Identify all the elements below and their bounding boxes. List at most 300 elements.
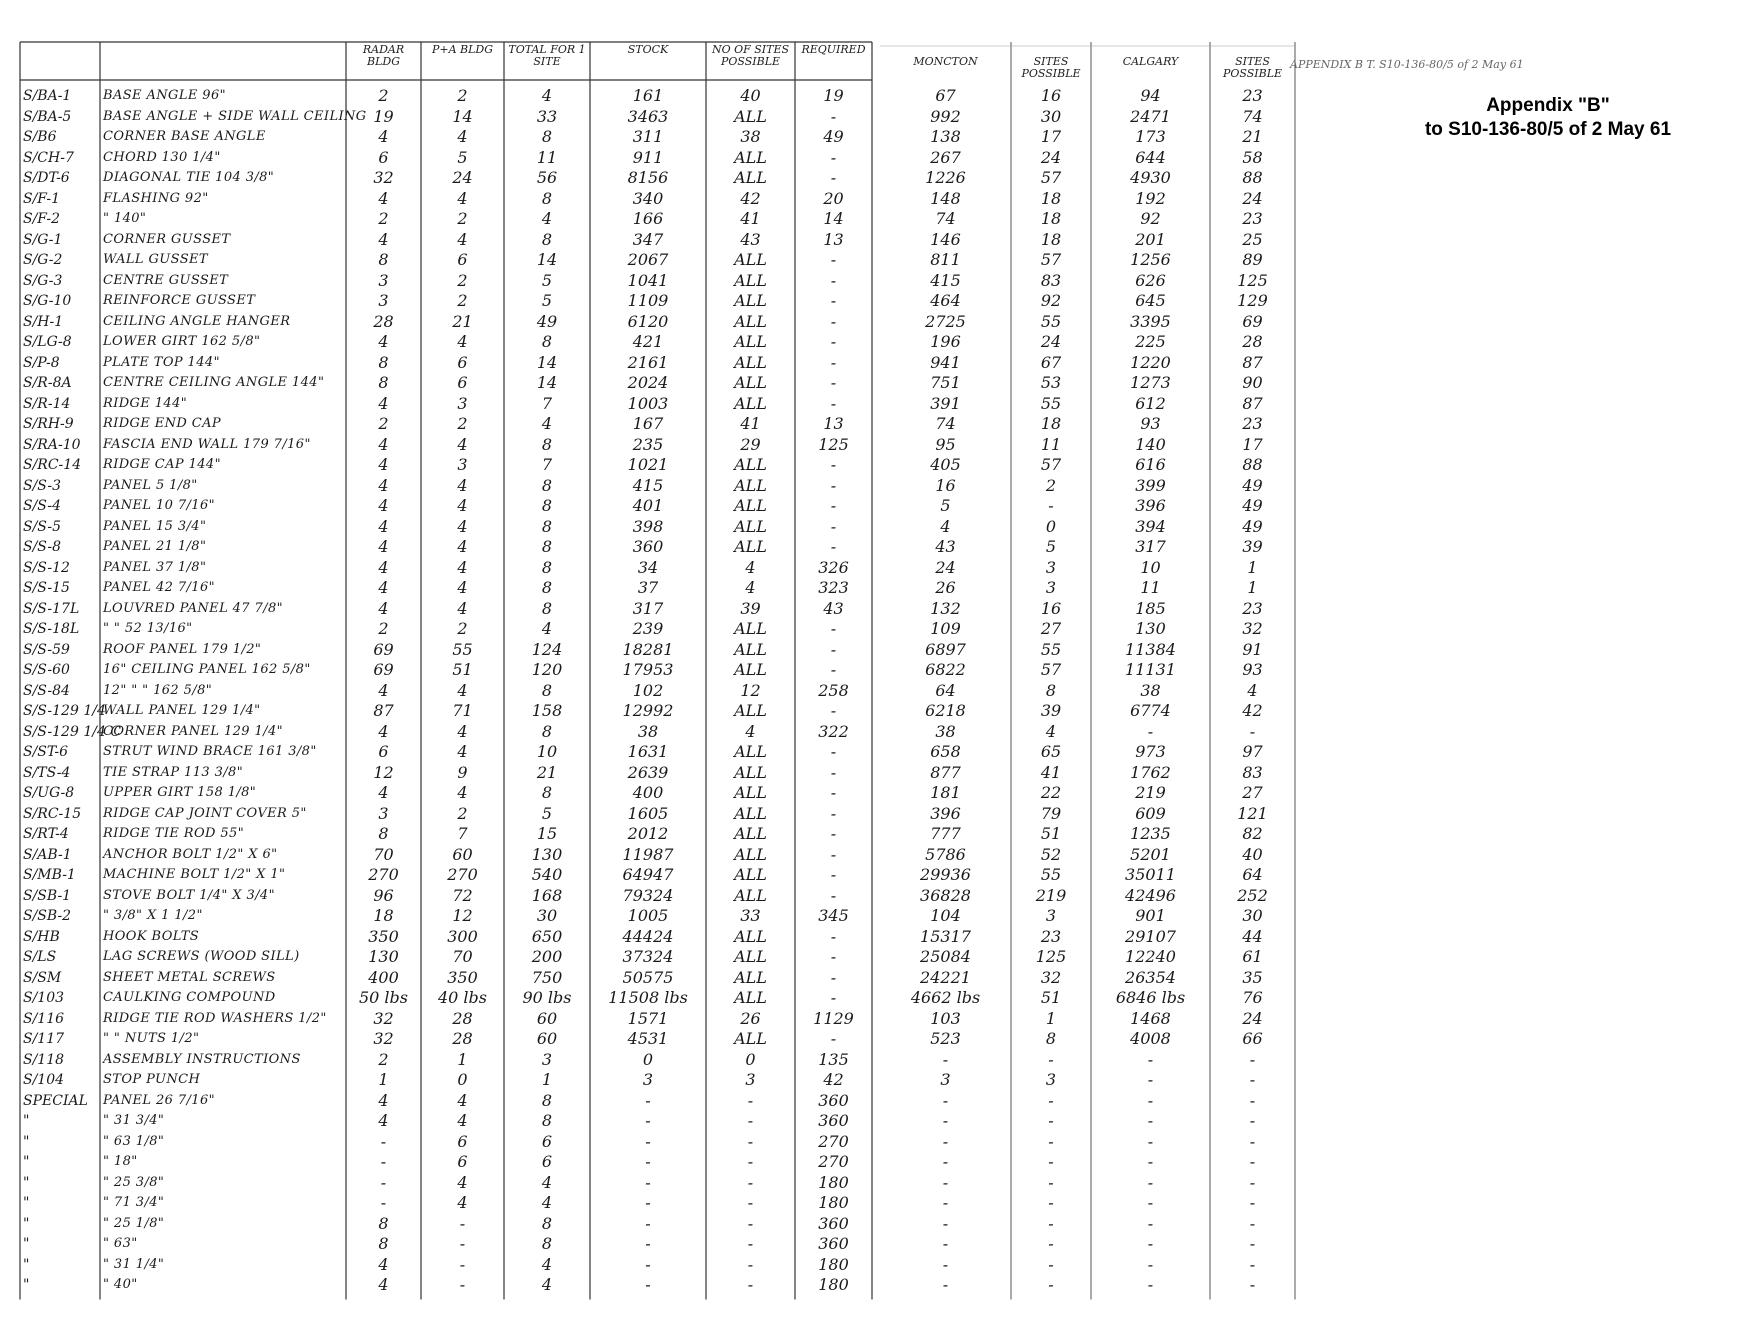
part-number-cell: S/BA-1 bbox=[23, 88, 72, 104]
value-cell: ALL bbox=[734, 865, 767, 884]
value-cell: 8 bbox=[541, 127, 553, 146]
description-cell: STRUT WIND BRACE 161 3/8" bbox=[103, 744, 317, 759]
right-value-cell: 17 bbox=[1242, 434, 1263, 454]
description-cell: ROOF PANEL 179 1/2" bbox=[103, 641, 262, 657]
right-value-cell: - bbox=[1048, 496, 1054, 515]
right-value-cell: 6897 bbox=[925, 639, 966, 659]
value-cell: 158 bbox=[531, 701, 563, 720]
value-cell: 1129 bbox=[813, 1008, 854, 1028]
right-value-cell: 30 bbox=[1242, 906, 1263, 925]
description-cell: RIDGE TIE ROD WASHERS 1/2" bbox=[103, 1010, 327, 1026]
value-cell: 4 bbox=[457, 721, 468, 741]
value-cell: 120 bbox=[531, 660, 563, 679]
right-value-cell: 267 bbox=[930, 147, 961, 167]
value-cell: 130 bbox=[368, 947, 399, 966]
value-cell: 4531 bbox=[627, 1029, 669, 1048]
value-cell: 8 bbox=[541, 557, 553, 577]
right-column-header: CALGARY bbox=[1122, 55, 1179, 68]
part-number-cell: S/CH-7 bbox=[23, 149, 74, 166]
right-value-cell: 5 bbox=[1045, 537, 1057, 556]
value-cell: - bbox=[830, 291, 837, 310]
value-cell: 14 bbox=[452, 106, 473, 126]
right-value-cell: 4008 bbox=[1130, 1029, 1171, 1048]
value-cell: 4 bbox=[378, 1254, 389, 1274]
right-value-cell: 88 bbox=[1242, 168, 1263, 187]
part-number-cell: S/117 bbox=[23, 1031, 65, 1047]
value-cell: 72 bbox=[452, 885, 473, 905]
value-cell: 8 bbox=[378, 1234, 389, 1253]
value-cell: 79324 bbox=[622, 885, 674, 905]
value-cell: 41 bbox=[740, 414, 761, 433]
value-cell: - bbox=[830, 311, 837, 331]
right-value-cell: 317 bbox=[1135, 537, 1166, 556]
right-value-cell: 415 bbox=[930, 270, 961, 290]
value-cell: 32 bbox=[373, 1029, 394, 1048]
value-cell: 4 bbox=[378, 1275, 389, 1294]
right-value-cell: 24 bbox=[1040, 332, 1062, 351]
value-cell: 421 bbox=[632, 332, 664, 351]
value-cell: ALL bbox=[734, 250, 767, 269]
value-cell: 2639 bbox=[627, 762, 669, 782]
value-cell: 270 bbox=[447, 865, 478, 884]
right-value-cell: 66 bbox=[1242, 1029, 1263, 1048]
value-cell: 38 bbox=[637, 721, 659, 741]
value-cell: - bbox=[747, 1254, 754, 1274]
right-value-cell: 201 bbox=[1135, 229, 1166, 249]
value-cell: 10 bbox=[536, 742, 558, 761]
value-cell: 8156 bbox=[627, 168, 669, 187]
right-value-cell: - bbox=[1048, 1090, 1054, 1110]
right-value-cell: 399 bbox=[1135, 475, 1166, 495]
left-column-header: STOCK bbox=[627, 43, 669, 56]
right-value-cell: 612 bbox=[1135, 393, 1166, 413]
right-value-cell: 626 bbox=[1135, 270, 1166, 290]
part-number-cell: S/ST-6 bbox=[23, 744, 69, 760]
right-value-cell: 1226 bbox=[925, 168, 966, 187]
value-cell: 345 bbox=[818, 906, 849, 925]
value-cell: 166 bbox=[632, 209, 664, 228]
right-value-cell: - bbox=[1147, 1193, 1154, 1212]
right-value-cell: 941 bbox=[930, 352, 961, 372]
value-cell: 3 bbox=[541, 1049, 553, 1069]
description-cell: WALL GUSSET bbox=[103, 252, 208, 267]
value-cell: 6120 bbox=[627, 311, 669, 331]
right-value-cell: 23 bbox=[1242, 414, 1263, 433]
right-value-cell: 391 bbox=[930, 393, 961, 413]
value-cell: ALL bbox=[734, 455, 767, 474]
description-cell: LOWER GIRT 162 5/8" bbox=[103, 334, 261, 349]
right-value-cell: 6822 bbox=[925, 660, 966, 679]
value-cell: 7 bbox=[457, 824, 468, 843]
part-number-cell: " bbox=[23, 1277, 30, 1293]
right-value-cell: 57 bbox=[1040, 455, 1062, 474]
description-cell: BASE ANGLE 96" bbox=[103, 88, 226, 103]
value-cell: 4 bbox=[378, 455, 389, 474]
right-value-cell: 138 bbox=[930, 127, 961, 146]
right-value-cell: 74 bbox=[935, 414, 956, 433]
value-cell: 3463 bbox=[627, 106, 669, 126]
right-value-cell: 25084 bbox=[920, 947, 971, 966]
value-cell: 6 bbox=[457, 1152, 468, 1171]
right-value-cell: 67 bbox=[1040, 352, 1062, 372]
right-value-cell: - bbox=[1249, 721, 1256, 741]
right-value-cell: 173 bbox=[1135, 127, 1166, 146]
right-value-cell: 26354 bbox=[1125, 967, 1176, 987]
value-cell: - bbox=[830, 967, 837, 987]
right-value-cell: 55 bbox=[1040, 865, 1062, 884]
right-value-cell: 18 bbox=[1040, 414, 1062, 433]
value-cell: 42 bbox=[823, 1070, 844, 1089]
value-cell: 4 bbox=[378, 783, 389, 802]
description-cell: PANEL 37 1/8" bbox=[103, 559, 207, 575]
value-cell: - bbox=[645, 1213, 651, 1233]
right-value-cell: 95 bbox=[935, 434, 956, 454]
value-cell: 4 bbox=[378, 229, 389, 249]
value-cell: ALL bbox=[734, 1029, 767, 1048]
right-value-cell: 3 bbox=[1045, 906, 1057, 925]
value-cell: 39 bbox=[740, 598, 761, 618]
right-value-cell: 4 bbox=[940, 516, 951, 536]
value-cell: 29 bbox=[740, 434, 761, 454]
part-number-cell: S/BA-5 bbox=[23, 108, 72, 125]
value-cell: 360 bbox=[632, 537, 664, 556]
value-cell: 6 bbox=[541, 1152, 553, 1171]
value-cell: 239 bbox=[632, 619, 664, 638]
part-number-cell: S/R-14 bbox=[23, 395, 71, 412]
description-cell: " 31 1/4" bbox=[103, 1256, 165, 1272]
right-value-cell: 39 bbox=[1242, 537, 1263, 556]
value-cell: 3 bbox=[378, 803, 389, 823]
right-value-cell: 39 bbox=[1040, 701, 1062, 720]
value-cell: 360 bbox=[818, 1234, 849, 1253]
value-cell: 4 bbox=[457, 557, 468, 577]
value-cell: 2 bbox=[457, 414, 468, 433]
right-value-cell: 811 bbox=[930, 250, 961, 269]
value-cell: 2067 bbox=[627, 250, 669, 269]
value-cell: 69 bbox=[373, 639, 394, 659]
value-cell: 5 bbox=[541, 270, 553, 290]
right-value-cell: 92 bbox=[1040, 291, 1062, 310]
part-number-cell: " bbox=[23, 1215, 30, 1232]
value-cell: 18 bbox=[373, 906, 394, 925]
part-number-cell: S/S-8 bbox=[23, 539, 62, 555]
value-cell: 14 bbox=[536, 373, 558, 392]
part-number-cell: S/F-2 bbox=[23, 211, 61, 227]
value-cell: 6 bbox=[457, 352, 468, 372]
value-cell: 21 bbox=[536, 762, 558, 782]
value-cell: 4 bbox=[378, 496, 389, 515]
value-cell: 8 bbox=[541, 188, 553, 208]
description-cell: " 25 3/8" bbox=[103, 1174, 165, 1190]
value-cell: 2 bbox=[457, 86, 468, 105]
right-value-cell: 69 bbox=[1242, 311, 1263, 331]
right-value-cell: - bbox=[1249, 1234, 1256, 1253]
right-value-cell: 55 bbox=[1040, 311, 1062, 331]
right-value-cell: 644 bbox=[1135, 147, 1166, 167]
right-value-cell: 23 bbox=[1040, 926, 1062, 946]
value-cell: 33 bbox=[740, 906, 761, 925]
value-cell: 4 bbox=[541, 414, 553, 433]
value-cell: 90 lbs bbox=[522, 988, 572, 1007]
value-cell: ALL bbox=[734, 311, 767, 331]
value-cell: - bbox=[830, 332, 837, 351]
right-value-cell: - bbox=[942, 1193, 949, 1212]
left-column-header: NO OF SITES POSSIBLE bbox=[711, 43, 790, 68]
right-value-cell: - bbox=[1147, 1131, 1154, 1151]
value-cell: 8 bbox=[541, 1111, 553, 1130]
right-value-cell: - bbox=[1147, 1049, 1154, 1069]
value-cell: - bbox=[645, 1234, 651, 1253]
value-cell: - bbox=[645, 1111, 651, 1130]
description-cell: " 63" bbox=[103, 1236, 138, 1251]
part-number-cell: S/103 bbox=[23, 990, 65, 1006]
value-cell: 401 bbox=[632, 496, 664, 515]
part-number-cell: S/R-8A bbox=[23, 375, 72, 391]
value-cell: - bbox=[830, 537, 837, 556]
right-value-cell: 405 bbox=[930, 455, 961, 474]
description-cell: STOVE BOLT 1/4" X 3/4" bbox=[103, 887, 275, 903]
value-cell: 14 bbox=[536, 250, 558, 269]
value-cell: 0 bbox=[642, 1049, 654, 1069]
value-cell: ALL bbox=[734, 393, 767, 413]
part-number-cell: S/S-3 bbox=[23, 477, 62, 494]
part-number-cell: S/HB bbox=[23, 928, 60, 945]
value-cell: - bbox=[830, 742, 837, 761]
value-cell: 40 bbox=[740, 86, 761, 105]
right-value-cell: 1273 bbox=[1130, 373, 1171, 392]
part-number-cell: S/G-1 bbox=[23, 231, 63, 248]
right-value-cell: 11 bbox=[1040, 434, 1062, 454]
value-cell: 270 bbox=[818, 1131, 849, 1151]
value-cell: 11508 lbs bbox=[608, 988, 688, 1007]
value-cell: ALL bbox=[734, 332, 767, 351]
description-cell: LAG SCREWS (WOOD SILL) bbox=[103, 949, 300, 964]
part-number-cell: S/H-1 bbox=[23, 313, 64, 330]
value-cell: - bbox=[830, 639, 837, 659]
right-value-cell: 32 bbox=[1242, 619, 1263, 638]
right-value-cell: 11131 bbox=[1125, 660, 1176, 679]
value-cell: - bbox=[830, 885, 837, 905]
value-cell: - bbox=[747, 1111, 754, 1130]
value-cell: 4 bbox=[378, 475, 389, 495]
value-cell: 37 bbox=[637, 578, 659, 597]
right-value-cell: 751 bbox=[930, 373, 961, 392]
value-cell: 8 bbox=[541, 578, 553, 597]
value-cell: 4 bbox=[745, 557, 756, 577]
description-cell: " " 52 13/16" bbox=[103, 621, 193, 636]
corner-note: APPENDIX B T. S10-136-80/5 of 2 May 61 bbox=[1290, 58, 1524, 71]
right-value-cell: 91 bbox=[1242, 639, 1263, 659]
value-cell: 4 bbox=[378, 393, 389, 413]
right-value-cell: 24 bbox=[1242, 1008, 1263, 1028]
value-cell: 8 bbox=[541, 332, 553, 351]
value-cell: - bbox=[830, 619, 837, 638]
right-value-cell: 1468 bbox=[1130, 1008, 1171, 1028]
description-cell: RIDGE CAP JOINT COVER 5" bbox=[103, 805, 307, 821]
part-number-cell: S/116 bbox=[23, 1010, 65, 1027]
value-cell: 5 bbox=[457, 147, 468, 167]
value-cell: 2 bbox=[457, 619, 468, 638]
value-cell: 8 bbox=[378, 250, 389, 269]
right-value-cell: 4 bbox=[1247, 680, 1258, 700]
value-cell: 4 bbox=[457, 332, 468, 351]
value-cell: 1041 bbox=[627, 270, 669, 290]
value-cell: 3 bbox=[378, 270, 389, 290]
right-value-cell: - bbox=[942, 1111, 949, 1130]
value-cell: 2 bbox=[378, 619, 389, 638]
right-value-cell: 24 bbox=[1242, 188, 1263, 208]
part-number-cell: S/LG-8 bbox=[23, 334, 72, 350]
right-value-cell: 1220 bbox=[1130, 352, 1171, 372]
part-number-cell: S/S-59 bbox=[23, 641, 70, 658]
value-cell: 43 bbox=[740, 229, 761, 249]
value-cell: 60 bbox=[452, 844, 473, 864]
value-cell: 168 bbox=[531, 885, 563, 905]
right-value-cell: 51 bbox=[1040, 988, 1062, 1007]
value-cell: 20 bbox=[823, 188, 844, 208]
value-cell: 4 bbox=[457, 598, 468, 618]
right-value-cell: - bbox=[1147, 1234, 1154, 1253]
right-value-cell: 125 bbox=[1237, 270, 1268, 290]
right-value-cell: - bbox=[1048, 1049, 1054, 1069]
right-value-cell: - bbox=[1249, 1152, 1256, 1171]
value-cell: ALL bbox=[734, 844, 767, 864]
right-value-cell: 645 bbox=[1135, 291, 1166, 310]
right-value-cell: - bbox=[1147, 1172, 1154, 1192]
value-cell: 6 bbox=[457, 373, 468, 392]
part-number-cell: S/S-15 bbox=[23, 580, 70, 596]
right-value-cell: 992 bbox=[930, 106, 961, 126]
value-cell: - bbox=[645, 1275, 651, 1294]
right-value-cell: 25 bbox=[1242, 229, 1263, 249]
value-cell: 415 bbox=[632, 475, 664, 495]
description-cell: PANEL 26 7/16" bbox=[103, 1092, 216, 1108]
value-cell: - bbox=[459, 1275, 466, 1294]
right-value-cell: 192 bbox=[1135, 188, 1166, 208]
part-number-cell: S/S-129 1/4 C bbox=[23, 723, 122, 740]
value-cell: 400 bbox=[632, 783, 664, 802]
value-cell: - bbox=[747, 1090, 754, 1110]
value-cell: 322 bbox=[818, 721, 849, 741]
value-cell: 750 bbox=[531, 967, 563, 987]
part-number-cell: S/UG-8 bbox=[23, 785, 75, 801]
value-cell: 4 bbox=[378, 578, 389, 597]
value-cell: 38 bbox=[740, 127, 761, 146]
value-cell: ALL bbox=[734, 373, 767, 392]
value-cell: - bbox=[830, 844, 837, 864]
value-cell: 28 bbox=[452, 1008, 473, 1028]
value-cell: ALL bbox=[734, 639, 767, 659]
value-cell: 4 bbox=[457, 229, 468, 249]
right-value-cell: 51 bbox=[1040, 824, 1062, 843]
value-cell: 6 bbox=[457, 1131, 468, 1151]
value-cell: 4 bbox=[457, 475, 468, 495]
value-cell: 4 bbox=[457, 742, 468, 761]
right-value-cell: - bbox=[942, 1090, 949, 1110]
value-cell: - bbox=[747, 1131, 754, 1151]
value-cell: ALL bbox=[734, 147, 767, 167]
value-cell: - bbox=[830, 926, 837, 946]
description-cell: CENTRE GUSSET bbox=[103, 272, 229, 288]
value-cell: 4 bbox=[457, 1090, 468, 1110]
value-cell: ALL bbox=[734, 988, 767, 1007]
right-value-cell: - bbox=[1249, 1254, 1256, 1274]
description-cell: CAULKING COMPOUND bbox=[103, 990, 276, 1005]
value-cell: 12 bbox=[452, 906, 473, 925]
right-value-cell: 777 bbox=[930, 824, 961, 843]
value-cell: - bbox=[830, 393, 837, 413]
description-cell: CEILING ANGLE HANGER bbox=[103, 313, 291, 329]
value-cell: - bbox=[380, 1131, 387, 1151]
right-value-cell: 49 bbox=[1242, 496, 1263, 515]
value-cell: 42 bbox=[740, 188, 761, 208]
value-cell: ALL bbox=[734, 475, 767, 495]
value-cell: 4 bbox=[457, 578, 468, 597]
description-cell: " 31 3/4" bbox=[103, 1113, 165, 1128]
right-value-cell: - bbox=[1048, 1172, 1054, 1192]
value-cell: 13 bbox=[823, 229, 844, 249]
value-cell: 60 bbox=[536, 1029, 558, 1048]
value-cell: 3 bbox=[745, 1070, 756, 1089]
value-cell: ALL bbox=[734, 742, 767, 761]
right-value-cell: 523 bbox=[930, 1029, 961, 1048]
value-cell: 4 bbox=[378, 434, 389, 454]
right-value-cell: 219 bbox=[1135, 783, 1166, 802]
right-value-cell: - bbox=[942, 1172, 949, 1192]
value-cell: 4 bbox=[457, 434, 468, 454]
part-number-cell: S/AB-1 bbox=[23, 846, 72, 863]
right-value-cell: 16 bbox=[1040, 86, 1062, 105]
value-cell: 18281 bbox=[622, 639, 674, 659]
right-value-cell: 38 bbox=[935, 721, 956, 741]
value-cell: 4 bbox=[541, 1172, 553, 1192]
part-number-cell: " bbox=[23, 1236, 30, 1252]
right-value-cell: 185 bbox=[1135, 598, 1166, 618]
value-cell: 180 bbox=[818, 1254, 849, 1274]
right-value-cell: 146 bbox=[930, 229, 961, 249]
value-cell: ALL bbox=[734, 496, 767, 515]
value-cell: 4 bbox=[378, 188, 389, 208]
description-cell: PANEL 42 7/16" bbox=[103, 580, 216, 595]
right-value-cell: 83 bbox=[1242, 762, 1263, 782]
description-cell: TIE STRAP 113 3/8" bbox=[103, 764, 244, 780]
value-cell: 4 bbox=[541, 619, 553, 638]
value-cell: 6 bbox=[378, 147, 389, 167]
right-value-cell: 4 bbox=[1045, 721, 1057, 741]
right-value-cell: 24 bbox=[935, 557, 956, 577]
value-cell: - bbox=[830, 947, 837, 966]
right-value-cell: 2471 bbox=[1130, 106, 1171, 126]
right-value-cell: 1 bbox=[1247, 557, 1258, 577]
value-cell: 2 bbox=[378, 209, 389, 228]
right-value-cell: 23 bbox=[1242, 598, 1263, 618]
right-value-cell: - bbox=[942, 1131, 949, 1151]
value-cell: 4 bbox=[541, 1193, 553, 1212]
value-cell: 7 bbox=[541, 393, 553, 413]
right-value-cell: 87 bbox=[1242, 393, 1263, 413]
right-value-cell: - bbox=[1249, 1090, 1256, 1110]
value-cell: ALL bbox=[734, 619, 767, 638]
value-cell: 2 bbox=[457, 209, 468, 228]
description-cell: PANEL 15 3/4" bbox=[103, 518, 207, 534]
value-cell: 4 bbox=[457, 537, 468, 556]
part-number-cell: S/S-12 bbox=[23, 559, 70, 576]
description-cell: BASE ANGLE + SIDE WALL CEILING bbox=[103, 108, 367, 124]
right-value-cell: - bbox=[1147, 721, 1154, 741]
right-value-cell: - bbox=[1249, 1070, 1256, 1089]
right-value-cell: - bbox=[942, 1152, 949, 1171]
part-number-cell: S/DT-6 bbox=[23, 170, 70, 186]
